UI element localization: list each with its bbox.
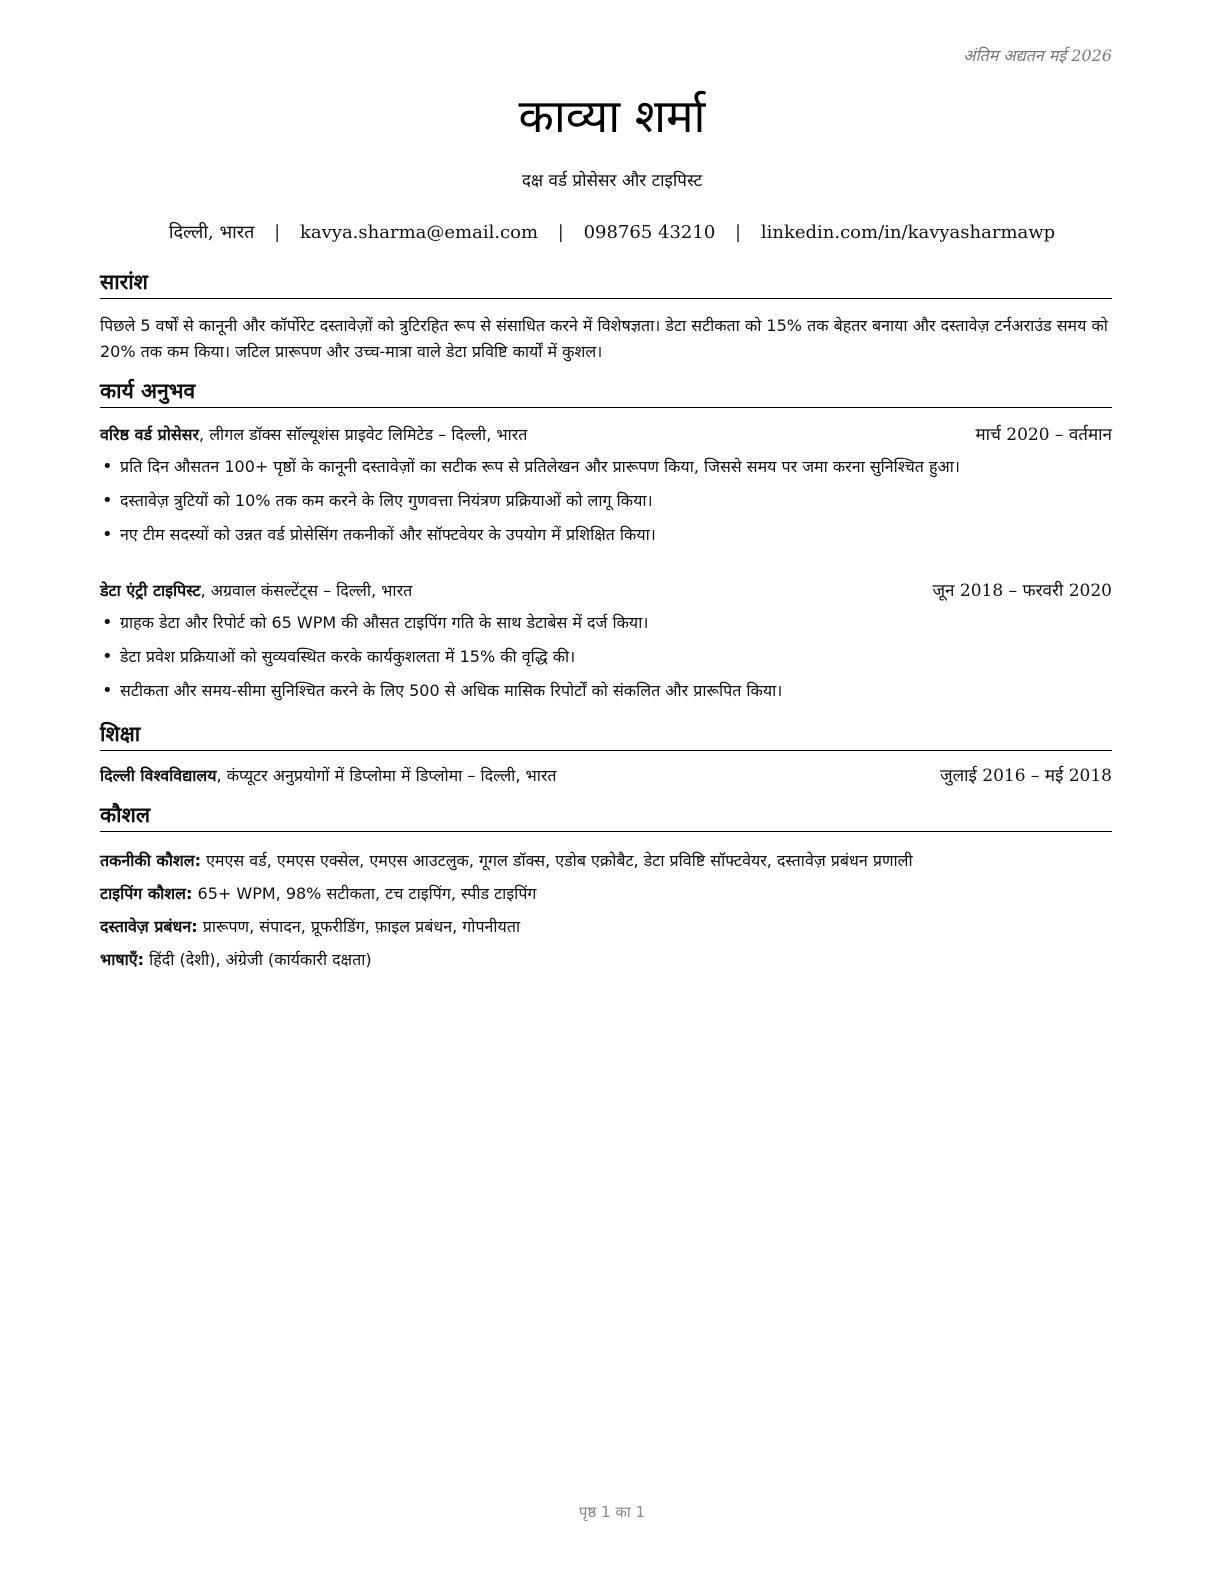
education-line (100, 763, 557, 789)
list-item: • प्रति दिन औसतन 100+ पृष्ठों के कानूनी दस्तावेज़ों का सटीक रूप से प्रतिलेखन और प्रारूपण किया, जिससे समय पर जमा करना सुनिश्चित हुआ। (120, 450, 1112, 484)
contact-linkedin[interactable]: linkedin.com/in/kavyasharmawp (760, 222, 1056, 243)
resume-body (100, 268, 1112, 976)
job-bullets (100, 450, 1112, 552)
job-bullets (100, 606, 1112, 708)
experience-heading: कार्य अनुभव (100, 377, 1112, 408)
education-dates: जुलाई 2016 – मई 2018 (939, 766, 1112, 786)
skill-label: दस्तावेज़ प्रबंधन: (100, 917, 198, 936)
skill-label: भाषाएँ: (100, 950, 145, 969)
job-title-line (100, 422, 527, 448)
job-entry (100, 422, 1112, 552)
summary-text: पिछले 5 वर्षों से कानूनी और कॉर्पोरेट दस्तावेज़ों को त्रुटिरहित रूप से संसाधित करने में विशेषज्ञता। डेटा सटीकता को 15% तक बेहतर बनाया और दस्तावेज़ टर्नअराउंड समय को 20% तक कम किया। जटिल प्रारूपण और उच्च-मात्रा वाले डेटा प्रविष्टि कार्यों में कुशल। (100, 316, 1108, 361)
skills-heading: कौशल (100, 801, 1112, 832)
education-heading: शिक्षा (100, 720, 1112, 751)
summary-heading: सारांश (100, 268, 1112, 299)
candidate-subtitle: दक्ष वर्ड प्रोसेसर और टाइपिस्ट (521, 171, 703, 191)
job-role: डेटा एंट्री टाइपिस्ट (100, 581, 201, 600)
list-item: • डेटा प्रवेश प्रक्रियाओं को सुव्यवस्थित करके कार्यकुशलता में 15% की वृद्धि की। (120, 640, 1112, 674)
contact-separator: | (557, 222, 564, 243)
job-dates: मार्च 2020 – वर्तमान (975, 425, 1112, 445)
skill-value: हिंदी (देशी), अंग्रेजी (कार्यकारी दक्षता) (144, 950, 372, 969)
job-header (100, 422, 1112, 448)
job-role: वरिष्ठ वर्ड प्रोसेसर (100, 425, 200, 444)
job-title-line (100, 578, 412, 604)
skill-label: टाइपिंग कौशल: (100, 884, 193, 903)
education-detail: , कंप्यूटर अनुप्रयोगों में डिप्लोमा में डिप्लोमा – दिल्ली, भारत (216, 766, 557, 785)
education-institution: दिल्ली विश्वविद्यालय (100, 766, 217, 785)
skill-value: प्रारूपण, संपादन, प्रूफरीडिंग, फ़ाइल प्रबंधन, गोपनीयता (197, 917, 521, 936)
contact-location: दिल्ली, भारत (168, 222, 255, 243)
contact-separator: | (274, 222, 281, 243)
skill-row (100, 877, 1112, 910)
contact-line (0, 220, 1224, 244)
list-item: • नए टीम सदस्यों को उन्नत वर्ड प्रोसेसिंग तकनीकों और सॉफ्टवेयर के उपयोग में प्रशिक्षित किया। (120, 518, 1112, 552)
contact-email[interactable]: kavya.sharma@email.com (299, 222, 539, 243)
job-company: , अग्रवाल कंसल्टेंट्स – दिल्ली, भारत (200, 581, 413, 600)
contact-separator: | (735, 222, 742, 243)
skill-row (100, 844, 1112, 877)
skill-row (100, 910, 1112, 943)
job-header (100, 578, 1112, 604)
job-entry (100, 578, 1112, 708)
skill-row (100, 943, 1112, 976)
list-item: • ग्राहक डेटा और रिपोर्ट को 65 WPM की औसत टाइपिंग गति के साथ डेटाबेस में दर्ज किया। (120, 606, 1112, 640)
skill-label: तकनीकी कौशल: (100, 851, 201, 870)
education-entry (100, 763, 1112, 789)
last-updated: अंतिम अद्यतन मई 2026 (963, 46, 1112, 65)
contact-phone: 098765 43210 (583, 222, 716, 243)
list-item: • सटीकता और समय-सीमा सुनिश्चित करने के लिए 500 से अधिक मासिक रिपोर्टों को संकलित और प्रारूपित किया। (120, 674, 1112, 708)
list-item: • दस्तावेज़ त्रुटियों को 10% तक कम करने के लिए गुणवत्ता नियंत्रण प्रक्रियाओं को लागू किया। (120, 484, 1112, 518)
skill-value: 65+ WPM, 98% सटीकता, टच टाइपिंग, स्पीड टाइपिंग (192, 884, 537, 903)
skill-value: एमएस वर्ड, एमएस एक्सेल, एमएस आउटलुक, गूगल डॉक्स, एडोब एक्रोबैट, डेटा प्रविष्टि सॉफ्टवेयर, दस्तावेज़ प्रबंधन प्रणाली (201, 851, 913, 870)
skills-list (100, 844, 1112, 976)
job-dates: जून 2018 – फरवरी 2020 (932, 581, 1112, 601)
candidate-name: काव्या शर्मा (518, 89, 706, 143)
page-number: पृष्ठ 1 का 1 (578, 1503, 646, 1521)
job-company: , लीगल डॉक्स सॉल्यूशंस प्राइवेट लिमिटेड – दिल्ली, भारत (199, 425, 528, 444)
